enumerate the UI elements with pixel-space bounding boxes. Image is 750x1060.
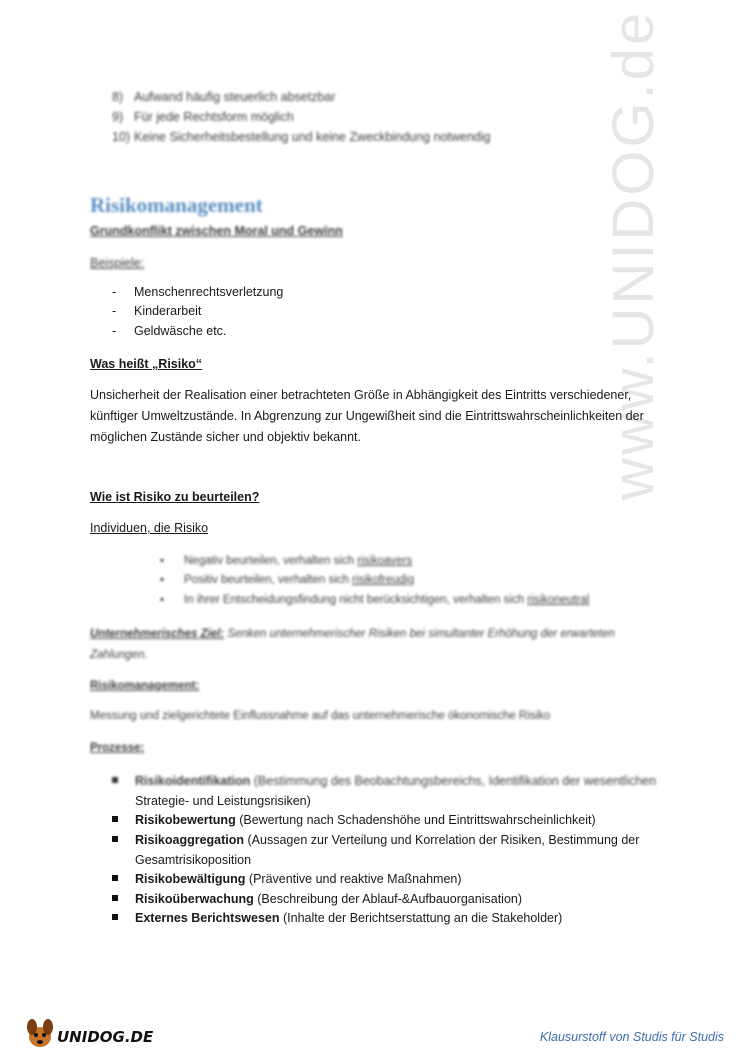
process-description-cont: Strategie- und Leistungsrisiken)	[135, 794, 311, 808]
bullet-square-icon	[112, 836, 118, 842]
item-term: risikoneutral	[527, 594, 590, 606]
item-text: Negativ beurteilen, verhalten sich	[184, 555, 358, 567]
process-item	[112, 908, 672, 928]
risk-management-label: Risikomanagement:	[90, 680, 200, 692]
process-item	[112, 810, 672, 830]
process-description: (Beschreibung der Ablauf-&Aufbauorganisation)	[253, 892, 523, 906]
bullet-square-icon	[112, 875, 118, 881]
item-text: Keine Sicherheitsbestellung und keine Zweckbindung notwendig	[134, 130, 491, 144]
paragraph-line: möglichen Zustände sicher und objektiv bekannt.	[90, 430, 361, 444]
individuals-label: Individuen, die Risiko	[90, 521, 209, 535]
subtitle: Grundkonflikt zwischen Moral und Gewinn	[90, 224, 343, 238]
item-term: risikoavers	[357, 555, 413, 567]
item-text: Aufwand häufig steuerlich absetzbar	[134, 90, 336, 104]
process-term: Externes Berichtswesen	[135, 911, 280, 925]
item-number: 9)	[112, 110, 124, 124]
dog-logo-icon	[22, 1015, 58, 1051]
example-item: - Kinderarbeit	[112, 304, 202, 318]
paragraph-line: Zahlungen.	[90, 649, 148, 661]
list-item	[112, 130, 491, 144]
process-term: Risikoaggregation	[135, 833, 245, 847]
item-number: 10)	[112, 130, 131, 144]
process-term: Risikobewältigung	[135, 872, 246, 886]
process-label: Prozesse:	[90, 742, 145, 754]
example-item: - Menschenrechtsverletzung	[112, 285, 284, 299]
example-text: Kinderarbeit	[134, 304, 202, 318]
item-number: 8)	[112, 90, 124, 104]
process-item	[112, 869, 672, 889]
paragraph-line: künftiger Umweltzustände. In Abgrenzung zur Ungewißheit sind die Eintrittswahrscheinlichkeiten der	[90, 409, 644, 423]
item-text: Positiv beurteilen, verhalten sich	[184, 574, 353, 586]
list-item	[112, 110, 294, 124]
example-text: Menschenrechtsverletzung	[134, 285, 284, 299]
process-term: Risikobewertung	[135, 813, 236, 827]
example-item: - Geldwäsche etc.	[112, 324, 227, 338]
process-description: (Aussagen zur Verteilung und Korrelation der Risiken, Bestimmung der	[244, 833, 640, 847]
bullet-square-icon	[112, 816, 118, 822]
item-text: Für jede Rechtsform möglich	[134, 110, 294, 124]
item-term: risikofreudig	[352, 574, 415, 586]
process-description: (Bewertung nach Schadenshöhe und Eintrittswahrscheinlichkeit)	[235, 813, 596, 827]
process-description: (Bestimmung des Beobachtungsbereichs, Identifikation der wesentlichen	[250, 774, 657, 788]
example-text: Geldwäsche etc.	[134, 324, 227, 338]
goal-label: Unternehmerisches Ziel:	[90, 628, 225, 640]
goal-paragraph	[90, 624, 670, 666]
paragraph-line: Unsicherheit der Realisation einer betrachteten Größe in Abhängigkeit des Eintritts verschiedener,	[90, 388, 632, 402]
watermark: www.UNIDOG.de	[601, 9, 666, 500]
individual-item: ▪ In ihrer Entscheidungsfindung nicht berücksichtigen, verhalten sich risikoneutral	[160, 594, 590, 606]
individual-item: ▪ Negativ beurteilen, verhalten sich risikoavers	[160, 555, 413, 567]
bullet-square-icon	[112, 895, 118, 901]
process-item	[112, 830, 672, 850]
process-item-continuation	[112, 791, 672, 811]
process-term: Risikoüberwachung	[135, 892, 254, 906]
individual-item: ▪ Positiv beurteilen, verhalten sich risikofreudig	[160, 574, 415, 586]
assessment-heading: Wie ist Risiko zu beurteilen?	[90, 490, 260, 504]
process-item-continuation	[112, 850, 672, 870]
process-description-cont: Gesamtrisikoposition	[135, 853, 252, 867]
process-description: (Präventive und reaktive Maßnahmen)	[245, 872, 462, 886]
footer-logo-text: UNIDOG.DE	[57, 1028, 154, 1046]
process-item	[112, 771, 672, 791]
risk-definition-heading: Was heißt „Risiko“	[90, 357, 203, 371]
list-item	[112, 90, 336, 104]
process-description: (Inhalte der Berichtserstattung an die Stakeholder)	[279, 911, 563, 925]
process-item	[112, 889, 672, 909]
examples-label: Beispiele:	[90, 256, 145, 270]
risk-definition-paragraph	[90, 385, 670, 448]
paragraph-line: Senken unternehmerischer Risiken bei simultanter Erhöhung der erwarteten	[227, 628, 615, 640]
item-text: In ihrer Entscheidungsfindung nicht berücksichtigen, verhalten sich	[184, 594, 528, 606]
risk-management-text: Messung und zielgerichtete Einflussnahme auf das unternehmerische ökonomische Risiko	[90, 710, 551, 722]
process-term: Risikoidentifikation	[135, 774, 251, 788]
footer-tagline: Klausurstoff von Studis für Studis	[539, 1030, 724, 1044]
section-title: Risikomanagement	[90, 193, 263, 217]
bullet-square-icon	[112, 914, 118, 920]
bullet-square-icon	[112, 777, 118, 783]
